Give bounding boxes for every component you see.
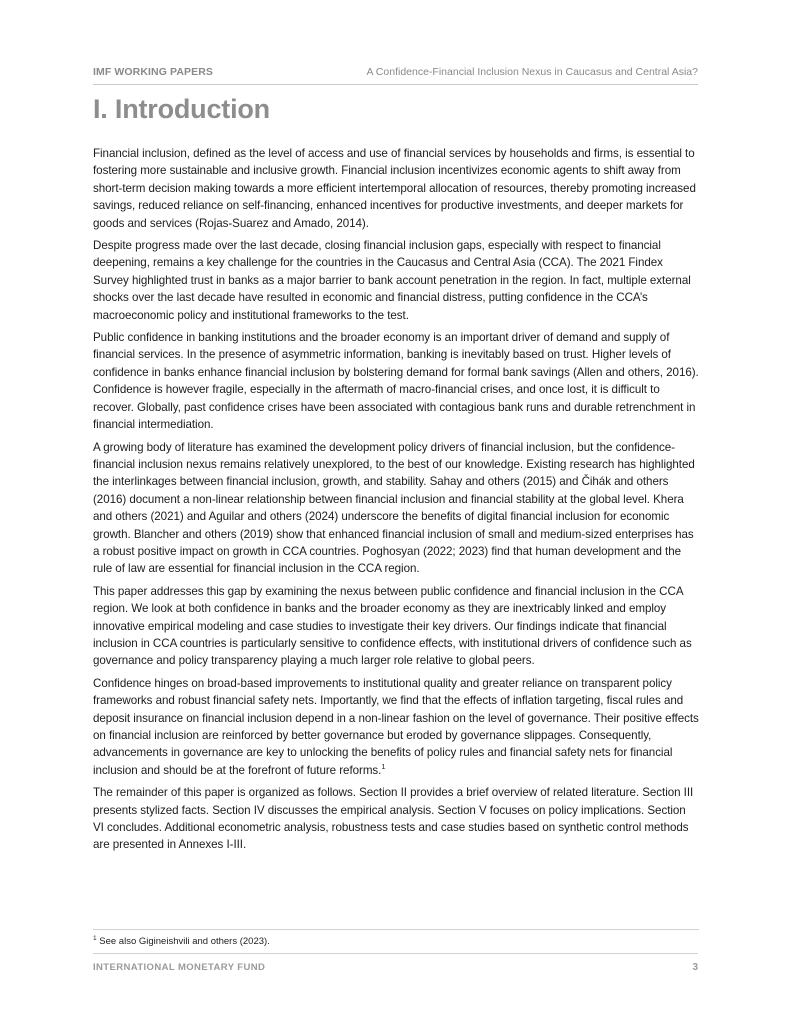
body-text [93, 145, 699, 859]
publisher-label: INTERNATIONAL MONETARY FUND [93, 962, 266, 973]
footnote [93, 929, 699, 947]
page-number: 3 [692, 962, 698, 973]
series-label: IMF WORKING PAPERS [93, 66, 214, 78]
footnote-reference[interactable]: 1 [381, 761, 386, 771]
section-title: I. Introduction [93, 94, 270, 124]
paragraph-2: Despite progress made over the last decade, closing financial inclusion gaps, especially with respect to financial deepening, remains a key challenge for the countries in the Caucasus and Central Asia (CCA). The 2021 Findex Survey highlighted trust in banks as a major barrier to bank account penetration in the region. In fact, multiple external shocks over the last decade have resulted in economic and financial distress, putting confidence in the CCA’s macroeconomic policy and institutional frameworks to the test. [93, 239, 691, 322]
paragraph-1: Financial inclusion, defined as the level of access and use of financial services by households and firms, is essential to fostering more sustainable and inclusive growth. Financial inclusion incentivizes economic agents to shift away from short-term decision making towards a more efficient intertemporal allocation of resources, thereby promoting increased savings, reduced reliance on self-financing, enhanced incentives for productive investments, and deeper markets for goods and services (Rojas-Suarez and Amado, 2014). [93, 147, 696, 230]
paragraph-4: A growing body of literature has examined the development policy drivers of financial inclusion, but the confidence-financial inclusion nexus remains relatively unexplored, to the best of our knowledge. Existing research has highlighted the interlinkages between financial inclusion, growth, and stability. Sahay and others (2015) and Čihák and others (2016) document a non-linear relationship between financial inclusion and financial stability at the global level. Khera and others (2021) and Aguilar and others (2024) underscore the benefits of digital financial inclusion for economic growth. Blancher and others (2019) show that enhanced financial inclusion of small and medium-sized enterprises has a robust positive impact on growth in CCA countries. Poghosyan (2022; 2023) find that human development and the rule of law are essential for financial inclusion in the CCA region. [93, 440, 695, 576]
running-footer [93, 953, 698, 978]
paragraph-7: The remainder of this paper is organized as follows. Section II provides a brief overview of related literature. Section III presents stylized facts. Section IV discusses the empirical analysis. Section V focuses on policy implications. Section VI concludes. Additional econometric analysis, robustness tests and case studies based on synthetic control methods are presented in Annexes I-III. [93, 786, 694, 852]
paragraph-6-text: Confidence hinges on broad-based improvements to institutional quality and greater reliance on transparent policy frameworks and robust financial safety nets. Importantly, we find that the effects of inflation targeting, fiscal rules and deposit insurance on financial inclusion depend in a non-linear fashion on the level of governance. Their positive effects on financial inclusion are reinforced by better governance but eroded by governance slippages. Consequently, advancements in governance are key to unlocking the benefits of policy rules and financial safety nets for financial inclusion and should be at the forefront of future reforms. [93, 676, 699, 777]
running-header [93, 64, 698, 85]
running-title: A Confidence-Financial Inclusion Nexus in Caucasus and Central Asia? [366, 66, 698, 78]
paragraph-3: Public confidence in banking institutions and the broader economy is an important driver of demand and supply of financial services. In the presence of asymmetric information, banking is inevitably based on trust. Higher levels of confidence in banks enhance financial inclusion by bolstering demand for formal bank savings (Allen and others, 2016). Confidence is however fragile, especially in the aftermath of macro-financial crises, and once lost, it is difficult to recover. Globally, past confidence crises have been associated with contagious bank runs and durable retrenchment in financial intermediation. [93, 331, 699, 432]
footnote-text: See also Gigineishvili and others (2023). [99, 936, 270, 947]
paragraph-6 [93, 675, 699, 779]
paragraph-5: This paper addresses this gap by examining the nexus between public confidence and financial inclusion in the CCA region. We look at both confidence in banks and the broader economy as they are inextricably linked and employ innovative empirical modeling and case studies to investigate their key drivers. Our findings indicate that financial inclusion in CCA countries is particularly sensitive to confidence effects, with institutional drivers of confidence such as governance and policy transparency playing a much larger role relative to global peers. [93, 584, 692, 668]
footnote-marker: 1 [93, 934, 97, 942]
